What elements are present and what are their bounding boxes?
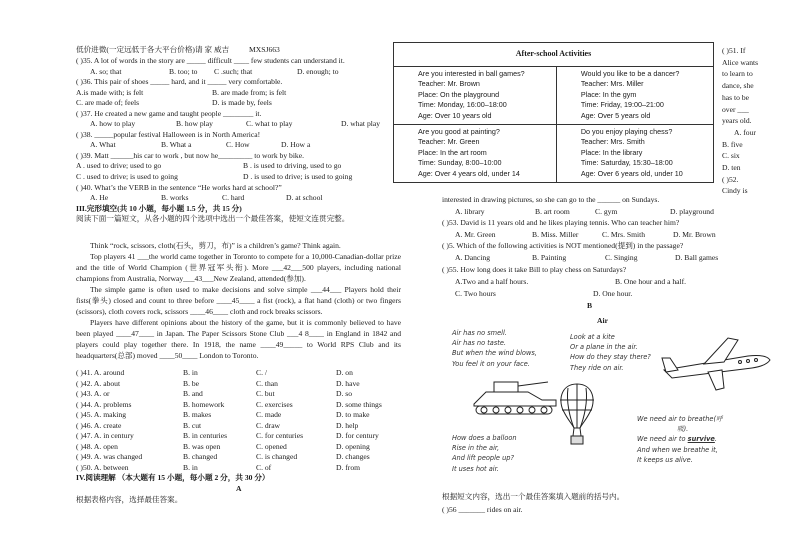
activities-table [393,42,714,183]
options-38: A. What B. What a C. How D. How a [90,140,311,150]
question-37: ( )37. He created a new game and taught people ________ it. [76,108,262,118]
table-title: After-school Activities [394,43,714,67]
poem-stanza-1: Air has no smell. Air has no taste. But when the wind blows, You feel it on your face. [452,329,537,368]
cloze-instruction: 阅读下面一篇短文，从各小题的四个选项中选出一个最佳答案，使短文连贯完整。 [76,214,350,224]
options-55a: A.Two and a half hours. B. One hour and a half. [455,277,687,286]
balloon-illustration [556,382,598,448]
poem-stanza-2: Look at a kite Or a plane in the air. How do they stay there? They ride on air. [570,333,651,372]
options-37: A. how to play B. how play C. what to play D. what play [90,119,381,129]
cloze-row: ( )46. A. create B. cut C. draw D. help [76,420,359,430]
cloze-passage: Think “rock, scissors, cloth(石头，剪刀，布)” is a children’s game? Think again. Top players 41 ___the world came together in Toronto to compete for a 10,000-Canadian-dollar prize and the title of World Champion (世界冠军头衔). More ___42___500 players, including national champions from Australia, Norway___43___New Zealand, attended(参加). The simple game is often used to make decisions and solve simple ___44___ Players hold their fists(拳头) closed and count to three before ____45____ a fist (rock), a flat hand (cloth) or two fingers (scissors), cloth covers rock, scissors ____46____ cloth and rock breaks scissors. Players have different opinions about the history of the game, but it is commonly believed to have been played ____47____ in Japan. The Paper Scissors Stone Club ___4 8____ in England in 1842 and players could play together there. In 1918, the name ____49_____ to World RPS Club and its headquarters(总部) moved ____50____ London to Toronto. [76,241,401,360]
cloze-row: ( )45. A. making B. makes C. made D. to make [76,410,370,420]
cloze-row: ( )47. A. in century B. in centuries C. for centuries D. for century [76,431,379,441]
cloze-row: ( )41. A. around B. in C. / D. on [76,368,353,377]
question-35: ( )35. A lot of words in the story are _____ difficult ____ few students can understand it. [76,56,345,65]
cloze-row: ( )48. A. open B. was open C. opened D. opening [76,441,370,451]
cloze-row: ( )49. A. was changed B. changed C. is changed D. changes [76,452,370,462]
options-55b: C. Two hours D. One hour. [455,289,633,298]
question-54: ( )5. Which of the following activities is NOT mentioned(提到) in the passage? [442,241,684,250]
options-39a: A . used to drive; used to go B . is used to driving, used to go [76,161,342,171]
options-53: A. Mr. Green B. Miss. Miller C. Mrs. Smith D. Mr. Brown [455,230,716,239]
options-36a: A.is made with; is felt B. are made from; is felt [76,87,287,97]
tank-illustration [470,376,560,418]
divider-squiggle [716,468,776,498]
question-38: ( )38. _____popular festival Halloween is in North America! [76,129,261,139]
cloze-row: ( )44. A. problems B. homework C. exercises D. some things [76,399,382,409]
question-52: interested in drawing pictures, so she can go to the ______ on Sundays. [442,195,660,204]
question-51-side: ( )51. If Alice wants to learn to dance, she has to be over ___ years old. A. four B. five C. six D. ten ( )52. Cindy is [722,46,759,196]
header-note: 低价进微(一定远低于各大平台价格)请 家 威吉 MXSJ663 [76,45,280,54]
poem-stanza-4: We need air to breathe(呼 吸). We need air to survive. And when we breathe it, It keeps us alive. [637,415,723,464]
options-54: A. Dancing B. Painting C. Singing D. Ball games [455,253,719,262]
options-36b: C. are made of; feels D. is made by, feels [76,98,272,108]
question-36: ( )36. This pair of shoes _____ hard, and it _____ very comfortable. [76,77,283,87]
options-39b: C . used to drive; is used to going D . is used to drive; is used to going [76,172,353,182]
reading-instruction: 根据表格内容，选择最佳答案。 [76,494,183,504]
cloze-options [76,368,401,505]
options-35: A. so; that B. too; to C .such; that D. enough; to [90,66,339,76]
cloze-row: ( )43. A. or B. and C. but D. so [76,389,353,399]
activity-ball-games: Are you interested in ball games? Teacher: Mr. Brown Place: On the playground Time: Monday, 16:00–18:00 Age: Over 10 years old [394,66,557,124]
options-52: A. library B. art room C. gym D. playground [455,207,714,216]
reading-heading: IV.阅读理解 （本大题有 15 小题，每小题 2 分，共 30 分） [76,473,270,483]
reading-section-a: A [236,484,242,494]
activity-dancing: Would you like to be a dancer? Teacher: Mrs. Miller Place: In the gym Time: Friday, 19:00–21:00 Age: Over 5 years old [556,66,713,124]
section-b-label: B [587,301,593,310]
poem-stanza-3: How does a balloon Rise in the air, And lift people up? It uses hot air. [452,434,517,473]
question-55: ( )55. How long does it take Bill to play chess on Saturdays? [442,265,627,274]
cloze-heading: III.完形填空(共 10 小题，每小题 1.5 分，共 15 分) [76,203,242,213]
section-b-title: Air [597,316,608,325]
activity-chess: Do you enjoy playing chess? Teacher: Mrs. Smith Place: In the library Time: Saturday, 15:30–18:00 Age: Over 6 years old, under 10 [556,124,713,182]
airplane-illustration [658,330,776,394]
activity-painting: Are you good at painting? Teacher: Mr. Green Place: In the art room Time: Sunday, 8:00–10:00 Age: Over 4 years old, under 14 [394,124,557,182]
cloze-row: ( )42. A. about B. be C. than D. have [76,378,360,388]
question-53: ( )53. David is 11 years old and he likes playing tennis. Who can teacher him? [442,218,680,227]
question-39: ( )39. Matt ______his car to work , but now he_________ to work by bike. [76,150,304,160]
options-40: A. He B. works C. hard D. at school [90,193,323,203]
question-56: ( )56 _______ rides on air. [442,505,523,514]
question-40: ( )40. What’s the VERB in the sentence “He works hard at school?” [76,182,282,192]
section-b-instruction: 根据短文内容，选出一个最佳答案填入题前的括号内。 [442,492,625,501]
cloze-row: ( )50. A. between B. in C. of D. from [76,462,361,472]
